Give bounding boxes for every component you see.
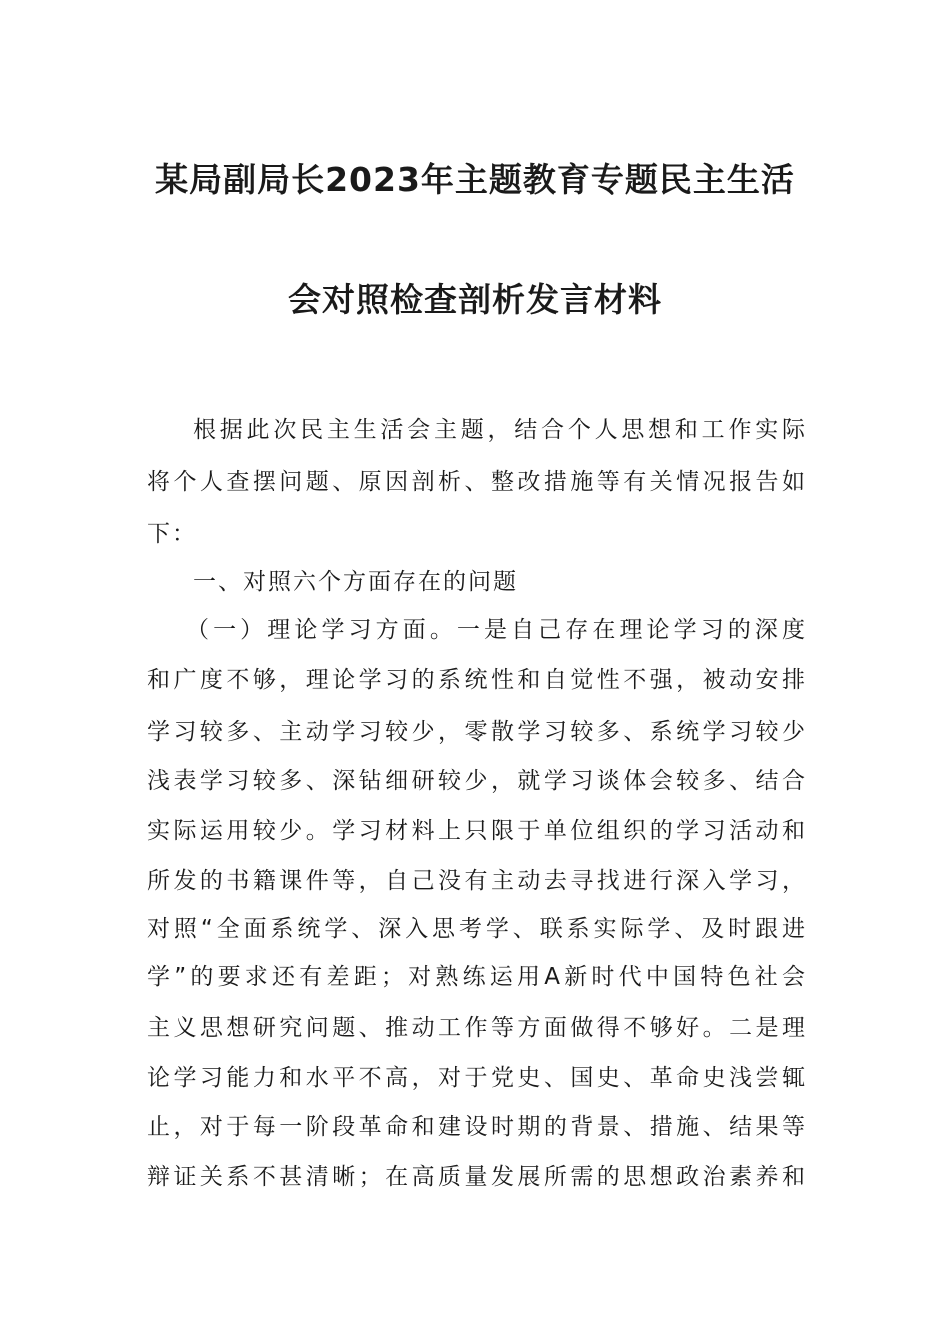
- paragraph-line: 将个人查摆问题、原因剖析、整改措施等有关情况报告如: [147, 469, 807, 495]
- paragraph-line: 止，对于每一阶段革命和建设时期的背景、措施、结果等: [147, 1114, 807, 1140]
- paragraph-line: 浅表学习较多、深钻细研较少，就学习谈体会较多、结合: [147, 768, 807, 794]
- document-title-line-1: 某局副局长2023年主题教育专题民主生活: [155, 160, 795, 199]
- paragraph-line: 学”的要求还有差距；对熟练运用A新时代中国特色社会: [147, 964, 807, 990]
- document-title-line-2: 会对照检查剖析发言材料: [288, 280, 662, 319]
- paragraph-line: 论学习能力和水平不高，对于党史、国史、革命史浅尝辄: [147, 1065, 807, 1091]
- paragraph-line: 根据此次民主生活会主题，结合个人思想和工作实际: [193, 417, 807, 443]
- section-heading: 一、对照六个方面存在的问题: [193, 569, 518, 595]
- paragraph-line: 对照“全面系统学、深入思考学、联系实际学、及时跟进: [147, 916, 807, 942]
- paragraph-line: 主义思想研究问题、推动工作等方面做得不够好。二是理: [147, 1015, 807, 1041]
- paragraph-line: 辩证关系不甚清晰；在高质量发展所需的思想政治素养和: [147, 1164, 807, 1190]
- paragraph-line: 实际运用较少。学习材料上只限于单位组织的学习活动和: [147, 818, 807, 844]
- paragraph-line: （一）理论学习方面。一是自己存在理论学习的深度: [186, 617, 807, 643]
- paragraph-line: 学习较多、主动学习较少，零散学习较多、系统学习较少: [147, 719, 807, 745]
- paragraph-line: 和广度不够，理论学习的系统性和自觉性不强，被动安排: [147, 667, 807, 693]
- paragraph-line: 下：: [147, 521, 197, 547]
- paragraph-line: 所发的书籍课件等，自己没有主动去寻找进行深入学习，: [147, 868, 807, 894]
